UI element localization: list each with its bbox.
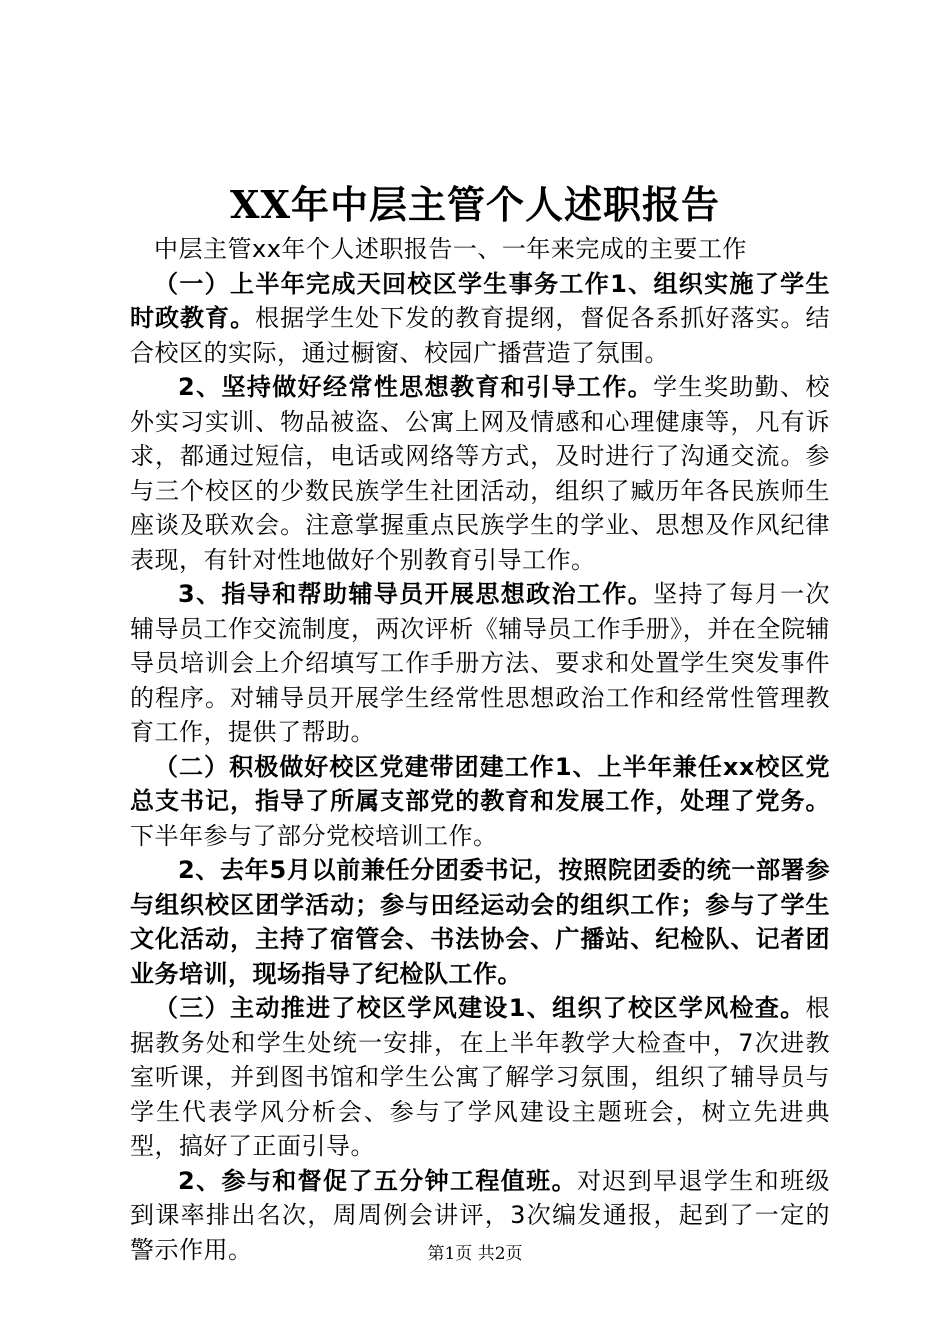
paragraph bbox=[130, 370, 830, 577]
paragraph-text: 中层主管xx年个人述职报告一、一年来完成的主要工作 bbox=[154, 235, 747, 263]
paragraph bbox=[130, 267, 830, 371]
paragraph-text: 根据学生处下发的教育提纲，督促各系抓好落实。结合校区的实际，通过橱窗、校园广播营造了氛围。 bbox=[130, 304, 830, 367]
paragraph-text: 下半年参与了部分党校培训工作。 bbox=[130, 821, 498, 850]
paragraph-heading: 2、参与和督促了五分钟工程值班。 bbox=[178, 1166, 577, 1195]
paragraph-text: 学生奖助勤、校外实习实训、物品被盗、公寓上网及情感和心理健康等，凡有诉求，都通过短信，电话或网络等方式，及时进行了沟通交流。参与三个校区的少数民族学生社团活动，组织了臧历年各民族师生座谈及联欢会。注意掌握重点民族学生的学业、思想及作风纪律表现，有针对性地做好个别教育引导工作。 bbox=[130, 373, 831, 574]
paragraph bbox=[130, 577, 830, 750]
page-footer: 第1页 共2页 bbox=[427, 1244, 523, 1264]
paragraph-heading: （三）主动推进了校区学风建设1、组织了校区学风检查。 bbox=[154, 994, 806, 1022]
paragraph-text: 对迟到早退学生和班级到课率排出名次，周周例会讲评，3次编发通报，起到了一定的警示作用。 bbox=[130, 1166, 830, 1264]
paragraph bbox=[130, 750, 830, 854]
paragraph bbox=[130, 991, 830, 1164]
paragraph bbox=[130, 853, 830, 991]
paragraph bbox=[130, 232, 830, 267]
paragraph-heading: （二）积极做好校区党建带团建工作1、上半年兼任xx校区党总支书记，指导了所属支部党的教育和发展工作，处理了党务。 bbox=[130, 752, 830, 815]
paragraph-heading: 2、坚持做好经常性思想教育和引导工作。 bbox=[178, 373, 654, 401]
paragraph-heading: （一）上半年完成天回校区学生事务工作1、组织实施了学生时政教育。 bbox=[130, 269, 830, 332]
paragraph-text: 根据教务处和学生处统一安排，在上半年教学大检查中，7次进教室听课，并到图书馆和学生公寓了解学习氛围，组织了辅导员与学生代表学风分析会、参与了学风建设主题班会，树立先进典型，搞好了正面引导。 bbox=[130, 994, 830, 1160]
paragraph-heading: 2、去年5月以前兼任分团委书记，按照院团委的统一部署参与组织校区团学活动；参与田经运动会的组织工作；参与了学生文化活动，主持了宿管会、书法协会、广播站、纪检队、记者团业务培训，现场指导了纪检队工作。 bbox=[130, 856, 830, 988]
paragraph-heading: 3、指导和帮助辅导员开展思想政治工作。 bbox=[178, 580, 654, 608]
document-body bbox=[130, 232, 830, 1267]
document-title: XX年中层主管个人述职报告 bbox=[230, 182, 720, 227]
paragraph-text: 坚持了每月一次辅导员工作交流制度，两次评析《辅导员工作手册》，并在全院辅导员培训会上介绍填写工作手册方法、要求和处置学生突发事件的程序。对辅导员开展学生经常性思想政治工作和经常性管理教育工作，提供了帮助。 bbox=[130, 580, 831, 746]
